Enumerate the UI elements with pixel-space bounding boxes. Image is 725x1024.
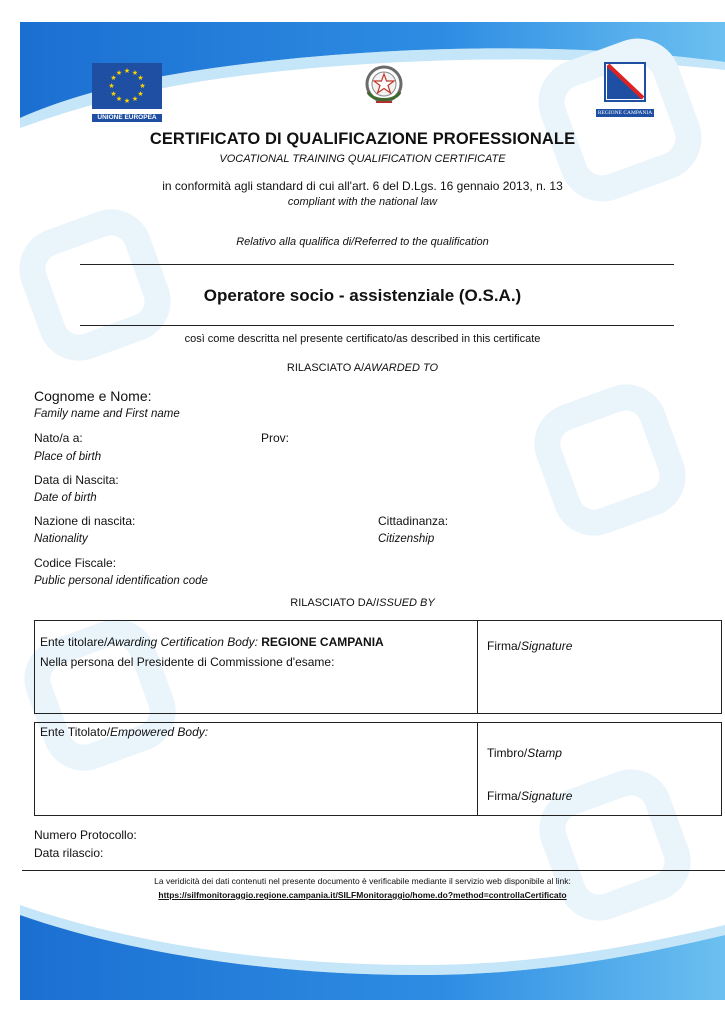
verification-link[interactable]: https://silfmonitoraggio.regione.campania.it/SILFMonitoraggio/home.do?method=controllaCertificato: [158, 890, 567, 900]
nationality-label: Nazione di nascita:: [34, 514, 136, 528]
divider: [80, 264, 674, 265]
certificate-subtitle: VOCATIONAL TRAINING QUALIFICATION CERTIFICATE: [219, 153, 506, 165]
stamp-en: Stamp: [527, 746, 562, 760]
svg-text:★: ★: [137, 74, 144, 82]
nationality-label-en: Nationality: [34, 533, 88, 545]
birthdate-label-en: Date of birth: [34, 492, 97, 504]
citizenship-label: Cittadinanza:: [378, 514, 449, 528]
fiscal-code-label-en: Public personal identification code: [34, 575, 208, 587]
eu-flag-icon: [92, 63, 162, 109]
awarding-body-line: [40, 635, 384, 649]
as-described-text: [0, 333, 725, 345]
region-logo-label: REGIONE CAMPANIA: [597, 110, 653, 116]
awarding-body-en: Awarding Certification Body:: [107, 635, 258, 649]
awarded-to-heading: [0, 362, 725, 374]
eu-logo: [92, 63, 162, 121]
svg-text:★: ★: [108, 82, 115, 90]
eu-logo-label: UNIONE EUROPEA: [92, 114, 162, 122]
signature-en: Signature: [521, 639, 573, 653]
stamp-it: Timbro/: [487, 746, 528, 760]
signature-it: Firma/: [487, 639, 521, 653]
birthplace-label: Nato/a a:: [34, 431, 83, 445]
qualification-reference-label: Relativo alla qualifica di/Referred to the qualification: [236, 236, 489, 248]
regione-campania-logo: [596, 62, 654, 116]
footer-divider: [22, 870, 725, 871]
conformity-text-en: compliant with the national law: [287, 196, 438, 208]
president-line: Nella persona del Presidente di Commissione d'esame:: [40, 655, 335, 669]
svg-text:★: ★: [139, 82, 146, 90]
box-divider: [477, 722, 478, 816]
issued-by-en: ISSUED BY: [376, 597, 435, 609]
issued-by-heading: [0, 597, 725, 609]
awarding-body-value: REGIONE CAMPANIA: [261, 635, 384, 649]
empowered-it: Ente Titolato/: [40, 725, 111, 739]
name-label: Cognome e Nome:: [34, 388, 152, 404]
box-divider: [477, 620, 478, 714]
province-label: Prov:: [261, 431, 290, 445]
svg-text:★: ★: [137, 90, 144, 98]
protocol-number-label: Numero Protocollo:: [34, 828, 137, 842]
divider: [80, 325, 674, 326]
empowered-body-line: [40, 725, 208, 739]
citizenship-label-en: Citizenship: [378, 533, 435, 545]
svg-text:★: ★: [123, 97, 131, 105]
signature2-en: Signature: [521, 789, 573, 803]
empowered-en: Empowered Body:: [110, 725, 209, 739]
awarding-body-it: Ente titolare/: [40, 635, 108, 649]
name-label-en: Family name and First name: [34, 408, 180, 420]
certificate-title: CERTIFICATO DI QUALIFICAZIONE PROFESSIONALE: [149, 130, 576, 148]
signature2-it: Firma/: [487, 789, 521, 803]
release-date-label: Data rilascio:: [34, 846, 104, 860]
signature-field-1: [487, 639, 572, 653]
birthdate-label: Data di Nascita:: [34, 473, 119, 487]
svg-text:★: ★: [131, 95, 139, 103]
svg-text:★: ★: [110, 74, 117, 82]
svg-text:★: ★: [123, 67, 131, 75]
svg-text:★: ★: [110, 90, 117, 98]
svg-text:★: ★: [115, 95, 123, 103]
awarded-to-en: AWARDED TO: [364, 362, 439, 374]
issued-by-it: RILASCIATO DA/: [290, 597, 377, 609]
verification-note: La veridicità dei dati contenuti nel presente documento è verificabile mediante il servizio web disponibile al link:: [154, 876, 571, 886]
conformity-text: in conformità agli standard di cui all'art. 6 del D.Lgs. 16 gennaio 2013, n. 13: [162, 179, 563, 193]
svg-text:★: ★: [131, 69, 139, 77]
campania-coat-of-arms-icon: [596, 62, 654, 102]
signature-field-2: [487, 789, 572, 803]
birthplace-label-en: Place of birth: [34, 451, 102, 463]
qualification-name: Operatore socio - assistenziale (O.S.A.): [203, 286, 522, 305]
svg-text:★: ★: [115, 69, 123, 77]
as-described-label: così come descritta nel presente certificato/as described in this certificate: [184, 333, 541, 345]
fiscal-code-label: Codice Fiscale:: [34, 556, 117, 570]
italian-republic-emblem-icon: [362, 62, 406, 108]
awarded-to-it: RILASCIATO A/: [286, 362, 365, 374]
stamp-field: [487, 746, 562, 760]
